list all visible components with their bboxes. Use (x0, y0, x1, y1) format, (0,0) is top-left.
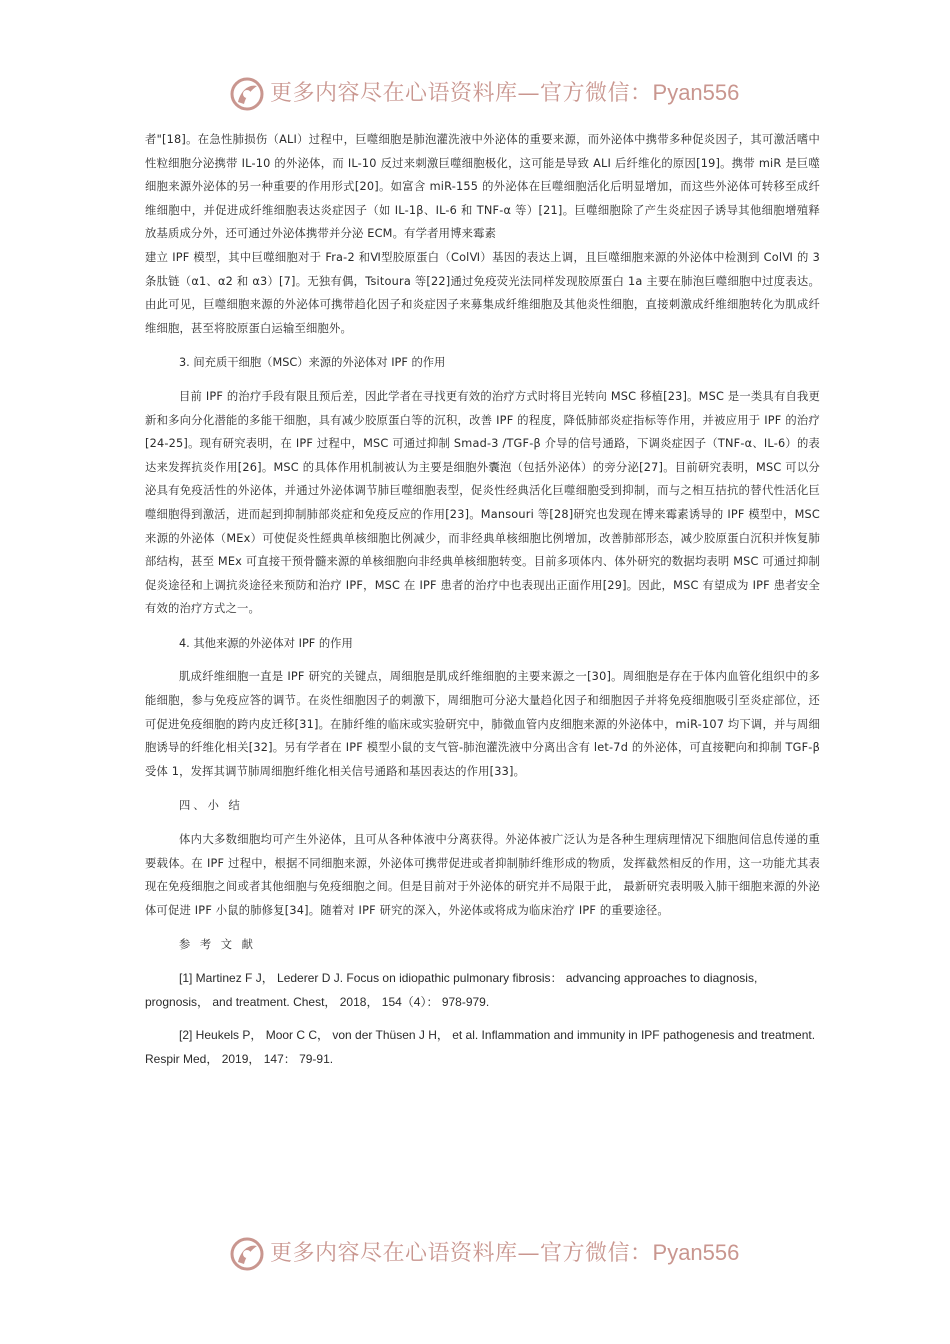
section-heading-summary: 四、小 结 (179, 799, 243, 813)
footer-banner (0, 1232, 950, 1276)
references-heading: 参 考 文 献 (179, 938, 256, 952)
logo-icon (229, 76, 265, 112)
wechat-id: Pyan556 (652, 1240, 740, 1265)
header-banner (0, 72, 950, 116)
reference-item: [2] Heukels P， Moor C C， von der Thüsen J H， et al. Inflammation and immunity in IPF pathogenesis and treatment. Respir Med， 2019， 147： 79-91. (145, 1028, 816, 1066)
paragraph-summary: 体内大多数细胞均可产生外泌体，且可从各种体液中分离获得。外泌体被广泛认为是各种生理病理情况下细胞间信息传递的重要载体。在 IPF 过程中，根据不同细胞来源，外泌体可携带促进或者抑制肺纤维形成的物质，发挥截然相反的作用，这一功能尤其表现在免疫细胞之间或者其他细胞与免疫细胞之间。但是目前对于外泌体的研究并不局限于此， 最新研究表明吸入肺干细胞来源的外泌体可促进 IPF 小鼠的肺修复[34]。随着对 IPF 研究的深入，外泌体或将成为临床治疗 IPF 的重要途径。 (145, 833, 820, 917)
section-heading-other-sources: 4. 其他来源的外泌体对 IPF 的作用 (179, 636, 353, 650)
paragraph-other-sources: 肌成纤维细胞一直是 IPF 研究的关键点，周细胞是肌成纤维细胞的主要来源之一[30]。周细胞是存在于体内血管化组织中的多能细胞，参与免疫应答的调节。在炎性细胞因子的刺激下，周细胞可分泌大量趋化因子和细胞因子并将免疫细胞吸引至炎症部位，还可促进免疫细胞的跨内皮迁移[31]。在肺纤维的临床或实验研究中，肺微血管内皮细胞来源的外泌体中，miR-107 均下调，并与周细胞诱导的纤维化相关[32]。另有学者在 IPF 模型小鼠的支气管-肺泡灌洗液中分离出含有 let-7d 的外泌体，可直接靶向和抑制 TGF-β 受体 1，发挥其调节肺周细胞纤维化相关信号通路和基因表达的作用[33]。 (145, 670, 820, 778)
wechat-id: Pyan556 (652, 80, 740, 105)
banner-text: 更多内容尽在心语资料库—官方微信：Pyan556 (270, 1240, 740, 1266)
paragraph-macrophage-cont: 者"[18]。在急性肺损伤（ALI）过程中，巨噬细胞是肺泡灌洗液中外泌体的重要来源，而外泌体中携带多种促炎因子，其可激活嗜中性粒细胞分泌携带 IL-10 的外泌体，而 IL-10 反过来刺激巨噬细胞极化，这可能是导致 ALI 后纤维化的原因[19]。携带 miR 是巨噬细胞来源外泌体的另一种重要的作用形式[20]。如富含 miR-155 的外泌体在巨噬细胞活化后明显增加，而这些外泌体可转移至成纤维细胞中，并促进成纤维细胞表达炎症因子（如 IL-1β、IL-6 和 TNF-α 等）[21]。巨噬细胞除了产生炎症因子诱导其他细胞增殖释放基质成分外，还可通过外泌体携带并分泌 ECM。有学者用博来霉素 (145, 133, 820, 241)
logo-icon (229, 1236, 265, 1272)
paragraph-msc: 目前 IPF 的治疗手段有限且预后差，因此学者在寻找更有效的治疗方式时将目光转向 MSC 移植[23]。MSC 是一类具有自我更新和多向分化潜能的多能干细胞，具有减少胶原蛋白等的沉积，改善 IPF 的程度，降低肺部炎症指标等作用，并被应用于 IPF 的治疗[24-25]。现有研究表明，在 IPF 过程中，MSC 可通过抑制 Smad-3 /TGF-β 介导的信号通路，下调炎症因子（TNF-α、IL-6）的表达来发挥抗炎作用[26]。MSC 的具体作用机制被认为主要是细胞外囊泡（包括外泌体）的旁分泌[27]。目前研究表明，MSC 可以分泌具有免疫活性的外泌体，并通过外泌体调节肺巨噬细胞表型，促炎性经典活化巨噬细胞受到抑制，而与之相互拮抗的替代性活化巨噬细胞得到激活，进而起到抑制肺部炎症和免疫反应的作用[23]。Mansouri 等[28]研究也发现在博来霉素诱导的 IPF 模型中，MSC 来源的外泌体（MEx）可使促炎性經典单核细胞比例减少，而非经典单核细胞比例增加，改善肺部形态，减少胶原蛋白沉积并恢复肺部结构，甚至 MEx 可直接干预骨髓来源的单核细胞向非经典单核细胞转变。目前多项体内、体外研究的数据均表明 MSC 可通过抑制促炎途径和上调抗炎途径来预防和治疗 IPF，MSC 在 IPF 患者的治疗中也表现出正面作用[29]。因此，MSC 有望成为 IPF 患者安全有效的治疗方式之一。 (145, 389, 820, 616)
reference-item: [1] Martinez F J， Lederer D J. Focus on idiopathic pulmonary fibrosis： advancing approaches to diagnosis, prognosis， and treatment. Chest， 2018， 154（4）： 978-979. (145, 971, 758, 1009)
section-heading-msc: 3. 间充质干细胞（MSC）来源的外泌体对 IPF 的作用 (179, 356, 446, 370)
banner-text: 更多内容尽在心语资料库—官方微信：Pyan556 (270, 80, 740, 106)
paragraph-ipf-model: 建立 IPF 模型，其中巨噬细胞对于 Fra-2 和Ⅵ型胶原蛋白（ColⅥ）基因的表达上调，且巨噬细胞来源的外泌体中检测到 ColⅥ 的 3 条肽链（α1、α2 和 α3）[7]。无独有偶，Tsitoura 等[22]通过免疫荧光法同样发现胶原蛋白 1a 主要在肺泡巨噬细胞中过度表达。由此可见，巨噬细胞来源的外泌体可携带趋化因子和炎症因子来募集成纤维细胞及其他炎性细胞，直接刺激成纤维细胞转化为肌成纤维细胞，甚至将胶原蛋白运输至细胞外。 (145, 250, 820, 335)
page-content (145, 128, 820, 1071)
